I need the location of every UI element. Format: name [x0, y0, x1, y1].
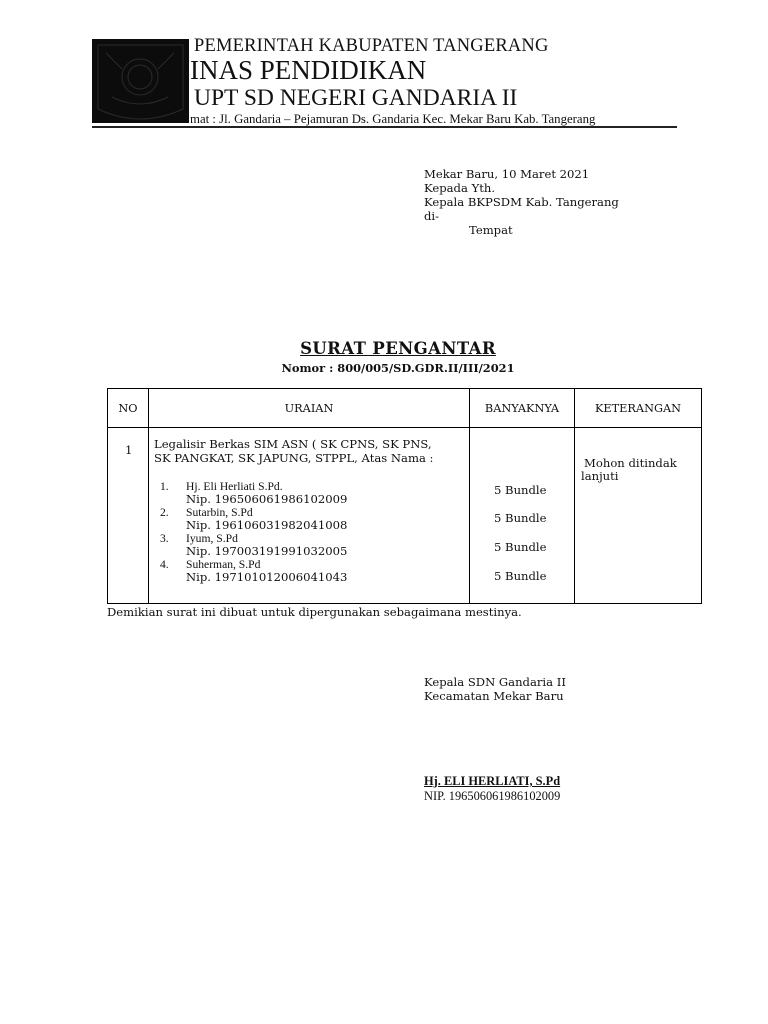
cell-description [149, 428, 470, 604]
place-date: Mekar Baru, 10 Maret 2021 [424, 167, 590, 181]
recipient-salutation: Kepada Yth. [424, 181, 496, 195]
list-item-nip: Nip. 197101012006041043 [186, 570, 348, 584]
list-item-name: Iyum, S.Pd [186, 532, 238, 545]
signatory-name: Hj. ELI HERLIATI, S.Pd [424, 774, 561, 788]
signatory-district: Kecamatan Mekar Baru [424, 689, 564, 703]
list-item-number: 3. [160, 532, 169, 545]
list-item-nip: Nip. 196506061986102009 [186, 492, 348, 506]
closing-statement: Demikian surat ini dibuat untuk dipergunakan sebagaimana mestinya. [107, 605, 522, 619]
description-line-1: Legalisir Berkas SIM ASN ( SK CPNS, SK PNS, [154, 437, 432, 451]
recipient-place: Tempat [469, 223, 513, 237]
recipient-name: Kepala BKPSDM Kab. Tangerang [424, 195, 619, 209]
description-line-2: SK PANGKAT, SK JAPUNG, STPPL, Atas Nama : [154, 451, 434, 465]
row-number: 1 [125, 443, 133, 457]
items-table [107, 388, 702, 604]
cell-no [108, 428, 149, 604]
letter-title: SURAT PENGANTAR [300, 339, 496, 358]
quantity-value: 5 Bundle [494, 483, 547, 497]
cell-quantity [470, 428, 575, 604]
table-header-row [108, 389, 702, 428]
quantity-value: 5 Bundle [494, 540, 547, 554]
school-address: mat : Jl. Gandaria – Pejamuran Ds. Gandaria Kec. Mekar Baru Kab. Tangerang [190, 112, 596, 126]
header-description: URAIAN [149, 389, 470, 428]
header-notes: KETERANGAN [575, 389, 702, 428]
header-quantity: BANYAKNYA [470, 389, 575, 428]
quantity-value: 5 Bundle [494, 511, 547, 525]
department-name: INAS PENDIDIKAN [190, 55, 427, 85]
signatory-nip: NIP. 196506061986102009 [424, 789, 561, 803]
list-item-nip: Nip. 197003191991032005 [186, 544, 348, 558]
header-no: NO [108, 389, 149, 428]
list-item-nip: Nip. 196106031982041008 [186, 518, 348, 532]
table-row [108, 428, 702, 604]
list-item-number: 4. [160, 558, 169, 571]
list-item-name: Hj. Eli Herliati S.Pd. [186, 480, 283, 493]
letter-number: Nomor : 800/005/SD.GDR.II/III/2021 [281, 361, 515, 375]
government-name: PEMERINTAH KABUPATEN TANGERANG [194, 36, 549, 56]
list-item-number: 2. [160, 506, 169, 519]
cell-notes [575, 428, 702, 604]
recipient-at: di- [424, 209, 440, 223]
emblem-icon [92, 39, 189, 123]
letterhead-divider [92, 126, 677, 128]
quantity-value: 5 Bundle [494, 569, 547, 583]
list-item-name: Sutarbin, S.Pd [186, 506, 253, 519]
list-item-name: Suherman, S.Pd [186, 558, 261, 571]
regency-logo [92, 39, 189, 123]
school-name: UPT SD NEGERI GANDARIA II [194, 85, 518, 111]
signatory-position: Kepala SDN Gandaria II [424, 675, 566, 689]
note-line-1: Mohon ditindak [584, 456, 677, 470]
list-item-number: 1. [160, 480, 169, 493]
note-line-2: lanjuti [581, 469, 619, 483]
